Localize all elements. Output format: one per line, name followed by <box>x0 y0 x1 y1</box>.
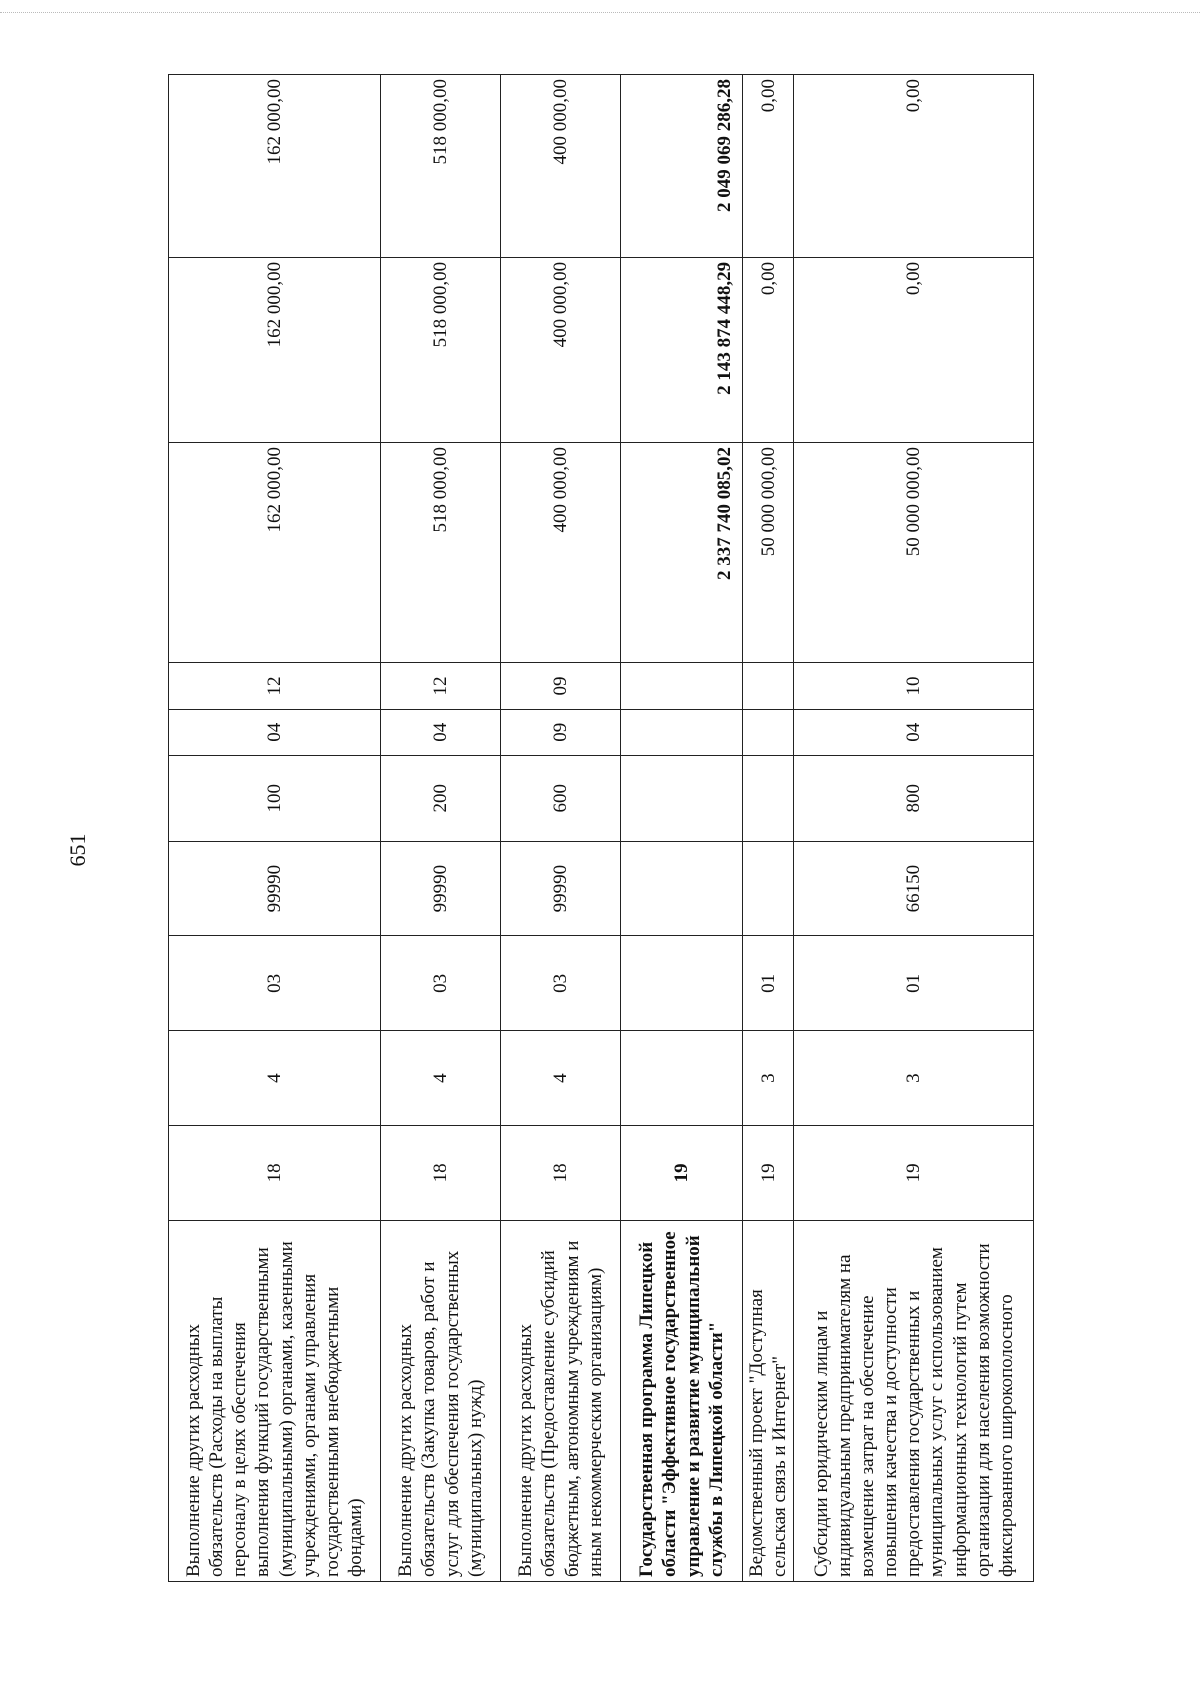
amount-year-2: 162 000,00 <box>169 257 381 442</box>
code-col-7: 10 <box>794 663 1034 709</box>
code-col-1: 19 <box>743 1125 794 1220</box>
table-row <box>743 75 794 1582</box>
code-col-4: 99990 <box>169 841 381 936</box>
code-col-2: 4 <box>381 1031 501 1126</box>
code-col-2: 4 <box>501 1031 621 1126</box>
code-col-3: 01 <box>794 936 1034 1031</box>
code-col-1: 18 <box>169 1125 381 1220</box>
code-col-7 <box>621 663 743 709</box>
code-col-3: 03 <box>381 936 501 1031</box>
code-col-3: 03 <box>169 936 381 1031</box>
code-col-5: 100 <box>169 755 381 841</box>
row-name: Субсидии юридическим лицам и индивидуальным предпринимателям на возмещение затрат на обеспечение повышения качества и доступности предоставления государственных и муниципальных услуг с использованием информационных технологий путем организации для населения возможности фиксированного широкополосного <box>794 1220 1034 1581</box>
code-col-2: 3 <box>743 1031 794 1126</box>
code-col-5: 800 <box>794 755 1034 841</box>
code-col-3: 01 <box>743 936 794 1031</box>
code-col-6: 04 <box>169 709 381 755</box>
code-col-4 <box>621 841 743 936</box>
code-col-7: 12 <box>169 663 381 709</box>
amount-year-2: 0,00 <box>743 257 794 442</box>
rotated-table-container <box>168 74 1056 1582</box>
code-col-3 <box>621 936 743 1031</box>
amount-year-3: 2 049 069 286,28 <box>621 75 743 258</box>
table-row <box>621 75 743 1582</box>
code-col-7: 12 <box>381 663 501 709</box>
code-col-5: 600 <box>501 755 621 841</box>
amount-year-3: 518 000,00 <box>381 75 501 258</box>
code-col-6: 04 <box>794 709 1034 755</box>
table-row <box>501 75 621 1582</box>
code-col-2 <box>621 1031 743 1126</box>
amount-year-3: 0,00 <box>794 75 1034 258</box>
code-col-5: 200 <box>381 755 501 841</box>
amount-year-1: 50 000 000,00 <box>794 442 1034 662</box>
code-col-1: 18 <box>501 1125 621 1220</box>
page-top-border <box>0 12 1200 13</box>
amount-year-2: 2 143 874 448,29 <box>621 257 743 442</box>
amount-year-1: 50 000 000,00 <box>743 442 794 662</box>
row-name: Выполнение других расходных обязательств (Расходы на выплаты персоналу в целях обеспечения выполнения функций государственными (муниципальными) органами, казенными учреждениями, органами управления государственными внебюджетными фондами) <box>169 1220 381 1581</box>
code-col-6 <box>621 709 743 755</box>
table-row <box>169 75 381 1582</box>
code-col-1: 18 <box>381 1125 501 1220</box>
budget-table <box>168 74 1034 1582</box>
code-col-4 <box>743 841 794 936</box>
code-col-5 <box>743 755 794 841</box>
amount-year-3: 400 000,00 <box>501 75 621 258</box>
amount-year-1: 400 000,00 <box>501 442 621 662</box>
code-col-1: 19 <box>621 1125 743 1220</box>
code-col-6 <box>743 709 794 755</box>
code-col-3: 03 <box>501 936 621 1031</box>
code-col-6: 04 <box>381 709 501 755</box>
amount-year-1: 2 337 740 085,02 <box>621 442 743 662</box>
code-col-4: 99990 <box>501 841 621 936</box>
code-col-5 <box>621 755 743 841</box>
amount-year-3: 0,00 <box>743 75 794 258</box>
amount-year-1: 518 000,00 <box>381 442 501 662</box>
code-col-7 <box>743 663 794 709</box>
amount-year-2: 400 000,00 <box>501 257 621 442</box>
code-col-2: 4 <box>169 1031 381 1126</box>
amount-year-2: 0,00 <box>794 257 1034 442</box>
code-col-4: 66150 <box>794 841 1034 936</box>
table-row <box>381 75 501 1582</box>
amount-year-1: 162 000,00 <box>169 442 381 662</box>
code-col-2: 3 <box>794 1031 1034 1126</box>
amount-year-2: 518 000,00 <box>381 257 501 442</box>
code-col-4: 99990 <box>381 841 501 936</box>
code-col-7: 09 <box>501 663 621 709</box>
table-row <box>794 75 1034 1582</box>
row-name: Выполнение других расходных обязательств (Предоставление субсидий бюджетным, автономным учреждениям и иным некоммерческим организациям) <box>501 1220 621 1581</box>
code-col-6: 09 <box>501 709 621 755</box>
row-name: Государственная программа Липецкой области "Эффективное государственное управление и развитие муниципальной службы в Липецкой области" <box>621 1220 743 1581</box>
code-col-1: 19 <box>794 1125 1034 1220</box>
amount-year-3: 162 000,00 <box>169 75 381 258</box>
row-name: Выполнение других расходных обязательств (Закупка товаров, работ и услуг для обеспечения государственных (муниципальных) нужд) <box>381 1220 501 1581</box>
row-name: Ведомственный проект "Доступная сельская связь и Интернет" <box>743 1220 794 1581</box>
page-number: 651 <box>65 833 90 867</box>
